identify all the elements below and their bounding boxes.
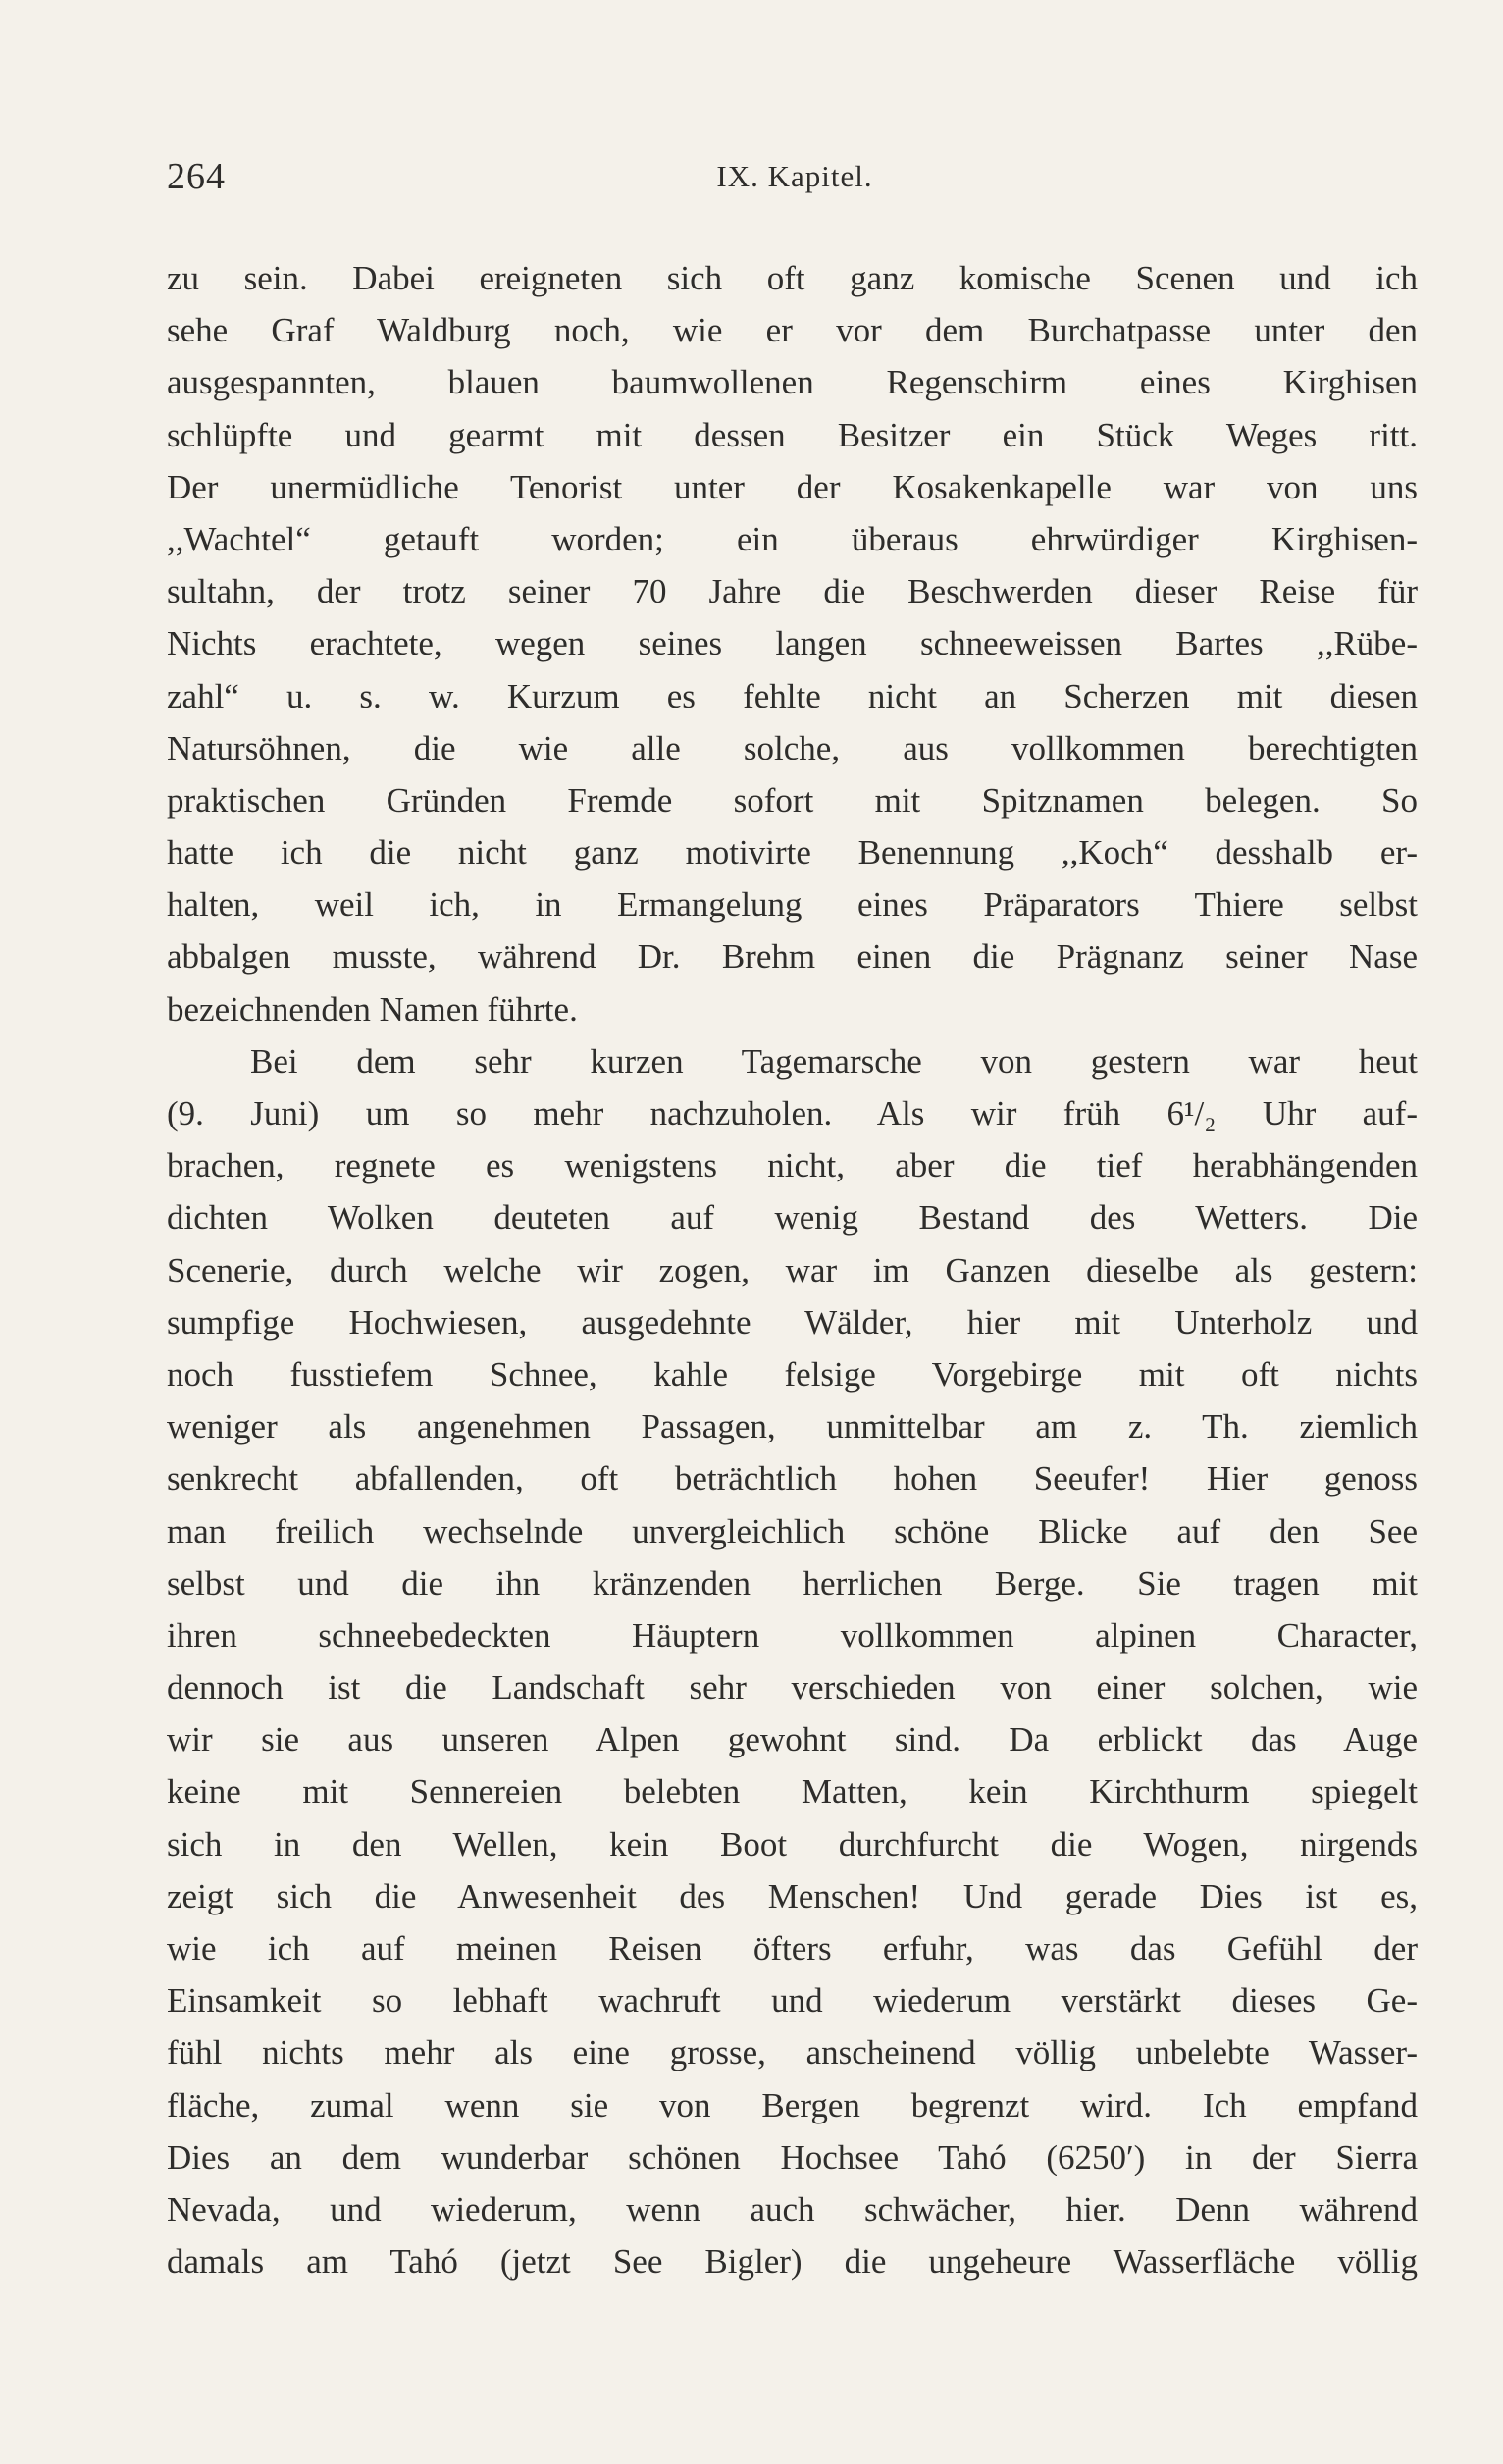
text-line: man freilich wechselnde unvergleichlich schöne Blicke auf den See: [167, 1511, 1418, 1550]
text-line: senkrecht abfallenden, oft beträchtlich hohen Seeufer! Hier genoss: [167, 1459, 1418, 1498]
body-text: [167, 252, 1418, 2287]
text-line: Der unermüdliche Tenorist unter der Kosakenkapelle war von uns: [167, 467, 1418, 506]
text-line: halten, weil ich, in Ermangelung eines Präparators Thiere selbst: [167, 885, 1418, 924]
text-line: Natursöhnen, die wie alle solche, aus vollkommen berechtigten: [167, 728, 1418, 767]
text-line: ihren schneebedeckten Häuptern vollkommen alpinen Character,: [167, 1615, 1418, 1654]
text-line: wie ich auf meinen Reisen öfters erfuhr, was das Gefühl der: [167, 1929, 1418, 1967]
text-line: damals am Tahó (jetzt See Bigler) die ungeheure Wasserfläche völlig: [167, 2242, 1418, 2281]
text-line: dennoch ist die Landschaft sehr verschieden von einer solchen, wie: [167, 1668, 1418, 1707]
text-line: sumpfige Hochwiesen, ausgedehnte Wälder, hier mit Unterholz und: [167, 1302, 1418, 1341]
text-line: Scenerie, durch welche wir zogen, war im Ganzen dieselbe als gestern:: [167, 1250, 1418, 1289]
text-line: abbalgen musste, während Dr. Brehm einen die Prägnanz seiner Nase: [167, 937, 1418, 976]
text-line: hatte ich die nicht ganz motivirte Benennung ,,Koch“ desshalb er-: [167, 833, 1418, 872]
text-line: sich in den Wellen, kein Boot durchfurcht die Wogen, nirgends: [167, 1824, 1418, 1863]
text-line: sehe Graf Waldburg noch, wie er vor dem Burchatpasse unter den: [167, 311, 1418, 350]
text-line: ausgespannten, blauen baumwollenen Regenschirm eines Kirghisen: [167, 363, 1418, 402]
text-line: noch fusstiefem Schnee, kahle felsige Vorgebirge mit oft nichts: [167, 1354, 1418, 1393]
text-line: Bei dem sehr kurzen Tagemarsche von gestern war heut: [250, 1041, 1418, 1080]
text-line: fläche, zumal wenn sie von Bergen begrenzt wird. Ich empfand: [167, 2085, 1418, 2124]
text-line: fühl nichts mehr als eine grosse, anscheinend völlig unbelebte Wasser-: [167, 2033, 1418, 2072]
text-line: praktischen Gründen Fremde sofort mit Spitznamen belegen. So: [167, 780, 1418, 819]
text-line: selbst und die ihn kränzenden herrlichen Berge. Sie tragen mit: [167, 1563, 1418, 1602]
running-head: IX. Kapitel.: [716, 159, 873, 193]
text-line: zu sein. Dabei ereigneten sich oft ganz komische Scenen und ich: [167, 259, 1418, 297]
text-line: sultahn, der trotz seiner 70 Jahre die Beschwerden dieser Reise für: [167, 572, 1418, 611]
text-line: (9. Juni) um so mehr nachzuholen. Als wir früh 6¹/₂ Uhr auf-: [167, 1094, 1418, 1132]
page-number: 264: [167, 156, 226, 197]
text-line: Nevada, und wiederum, wenn auch schwächer, hier. Denn während: [167, 2189, 1418, 2228]
text-line: dichten Wolken deuteten auf wenig Bestand des Wetters. Die: [167, 1198, 1418, 1237]
text-line: Dies an dem wunderbar schönen Hochsee Tahó (6250′) in der Sierra: [167, 2137, 1418, 2176]
text-line: keine mit Sennereien belebten Matten, kein Kirchthurm spiegelt: [167, 1772, 1418, 1811]
text-line: zahl“ u. s. w. Kurzum es fehlte nicht an Scherzen mit diesen: [167, 676, 1418, 715]
text-line: ,,Wachtel“ getauft worden; ein überaus ehrwürdiger Kirghisen-: [167, 519, 1418, 558]
text-line: schlüpfte und gearmt mit dessen Besitzer ein Stück Weges ritt.: [167, 415, 1418, 454]
text-line: Einsamkeit so lebhaft wachruft und wiederum verstärkt dieses Ge-: [167, 1981, 1418, 2020]
text-line: weniger als angenehmen Passagen, unmittelbar am z. Th. ziemlich: [167, 1407, 1418, 1446]
text-line: wir sie aus unseren Alpen gewohnt sind. Da erblickt das Auge: [167, 1720, 1418, 1759]
text-line: bezeichnenden Namen führte.: [167, 989, 578, 1028]
text-line: brachen, regnete es wenigstens nicht, aber die tief herabhängenden: [167, 1146, 1418, 1185]
text-line: Nichts erachtete, wegen seines langen schneeweissen Bartes ,,Rübe-: [167, 624, 1418, 663]
page-header: [167, 155, 1423, 206]
text-line: zeigt sich die Anwesenheit des Menschen! Und gerade Dies ist es,: [167, 1876, 1418, 1915]
